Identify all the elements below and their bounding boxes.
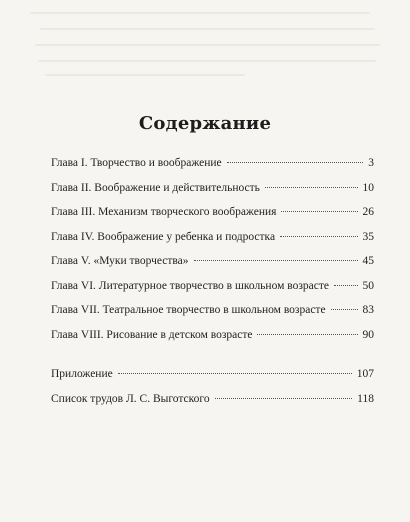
dot-leader: [194, 260, 358, 261]
toc-entry-label: Глава VI. Литературное творчество в школьном возрасте: [51, 279, 329, 292]
page-title: Содержание: [138, 113, 272, 134]
toc-entry[interactable]: [51, 206, 374, 231]
toc-entry-label: Список трудов Л. С. Выготского: [51, 392, 210, 405]
section-spacer: [51, 353, 374, 368]
toc-entry-page: 83: [362, 304, 374, 316]
dot-leader: [257, 334, 357, 335]
toc-entry[interactable]: [51, 255, 374, 280]
toc-entry[interactable]: [51, 157, 374, 182]
toc-entry-page: 10: [362, 181, 374, 194]
toc-entry-label: Приложение: [51, 368, 113, 380]
dot-leader: [215, 398, 353, 399]
toc-entry-label: Глава III. Механизм творческого воображения: [51, 206, 277, 218]
dot-leader: [331, 309, 358, 310]
bleed-through-text: [0, 0, 410, 90]
toc-entry[interactable]: [51, 280, 374, 305]
dot-leader: [227, 162, 364, 163]
toc-entry-page: 26: [362, 206, 374, 218]
toc-entry-page: 50: [362, 279, 374, 292]
toc-entry[interactable]: [51, 231, 374, 256]
toc-entry-label: Глава V. «Муки творчества»: [51, 255, 189, 267]
dot-leader: [280, 236, 357, 237]
toc-entry[interactable]: [51, 329, 374, 354]
toc-entry-page: 118: [357, 392, 374, 405]
toc-entry-label: Глава VIII. Рисование в детском возрасте: [51, 328, 253, 341]
toc-entry-label: Глава I. Творчество и воображение: [51, 157, 222, 169]
dot-leader: [118, 373, 352, 374]
toc-entry-page: 90: [362, 328, 374, 341]
toc-entry-page: 35: [362, 230, 374, 243]
toc-entry-label: Глава VII. Театральное творчество в школьном возрасте: [51, 304, 326, 316]
dot-leader: [334, 285, 358, 286]
toc-entry[interactable]: [51, 304, 374, 329]
table-of-contents: [51, 157, 374, 417]
toc-entry[interactable]: [51, 368, 374, 393]
toc-entry[interactable]: [51, 182, 374, 207]
dot-leader: [265, 187, 358, 188]
toc-entry-label: Глава IV. Воображение у ребенка и подростка: [51, 230, 276, 243]
toc-entry-page: 3: [368, 157, 374, 169]
dot-leader: [281, 211, 357, 212]
toc-entry[interactable]: [51, 393, 374, 418]
toc-entry-page: 45: [362, 255, 374, 267]
toc-entry-label: Глава II. Воображение и действительность: [51, 181, 260, 194]
toc-entry-page: 107: [356, 368, 374, 380]
